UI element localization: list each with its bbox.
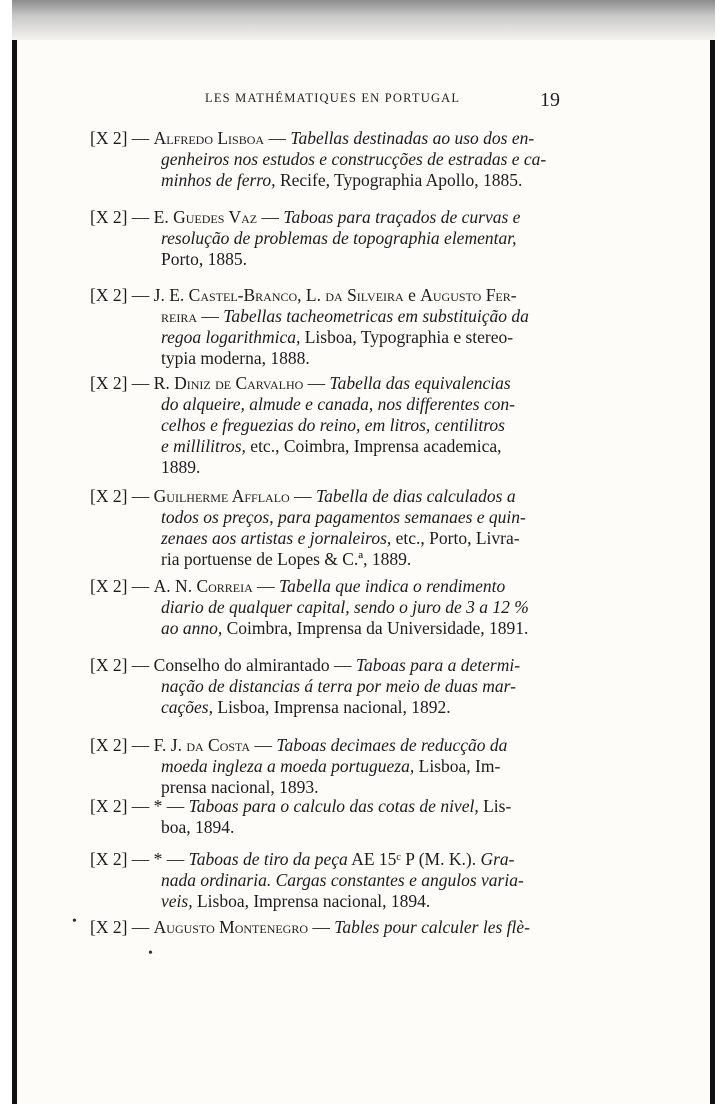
bibliography-entry: [X 2] — E. Guedes Vaz — Taboas para traçados de curvas e resolução de problemas de topographia elementar, Porto, 1885. [90,207,521,269]
running-title: LES MATHÉMATIQUES EN PORTUGAL [205,91,461,105]
bibliography-entry: [X 2] — * — Taboas para o calculo das cotas de nivel, Lis- boa, 1894. [90,796,512,837]
bibliography-entry: [X 2] — Guilherme Afflalo — Tabella de dias calculados a todos os preços, para pagamentos semanaes e quin- zenaes aos artistas e jornaleiros, etc., Porto, Livra- ria portuense de Lopes & C.ª, 1889. [90,486,526,569]
bibliography-entry: [X 2] — R. Diniz de Carvalho — Tabella das equivalencias do alqueire, almude e canada, nos differentes con- celhos e freguezias do reino, em litros, centilitros e millilitros, etc., Coimbra, Imprensa academica, 1889. [90,373,515,477]
bibliography-entry: [X 2] — Alfredo Lisboa — Tabellas destinadas ao uso dos en- genheiros nos estudos e construcções de estradas e ca- minhos de ferro, Recife, Typographia Apollo, 1885. [90,128,547,190]
ink-speck: • [148,946,153,961]
bibliography-entry: [X 2] — Augusto Montenegro — Tables pour calculer les flè- [90,917,531,937]
ink-speck: • [72,914,77,929]
bibliography-entry: [X 2] — F. J. da Costa — Taboas decimaes de reducção da moeda ingleza a moeda portugueza, Lisboa, Im- prensa nacional, 1893. [90,735,508,797]
bibliography-entry: [X 2] — * — Taboas de tiro da peça AE 15ᶜ P (M. K.). Gra- nada ordinaria. Cargas constantes e angulos varia- veis, Lisboa, Imprensa nacional, 1894. [90,849,524,911]
bibliography-entry: [X 2] — A. N. Correia — Tabella que indica o rendimento diario de qualquer capital, sendo o juro de 3 a 12 % ao anno, Coimbra, Imprensa da Universidade, 1891. [90,576,529,638]
scan-shadow [12,0,715,40]
bibliography-entry: [X 2] — J. E. Castel-Branco, L. da Silveira e Augusto Fer- reira — Tabellas tacheometricas em substituição da regoa logarithmica, Lisboa, Typographia e stereo- typia moderna, 1888. [90,285,529,368]
bibliography-entry: [X 2] — Conselho do almirantado — Taboas para a determi- nação de distancias á terra por meio de duas mar- cações, Lisboa, Imprensa nacional, 1892. [90,655,521,717]
page-number: 19 [540,89,560,111]
